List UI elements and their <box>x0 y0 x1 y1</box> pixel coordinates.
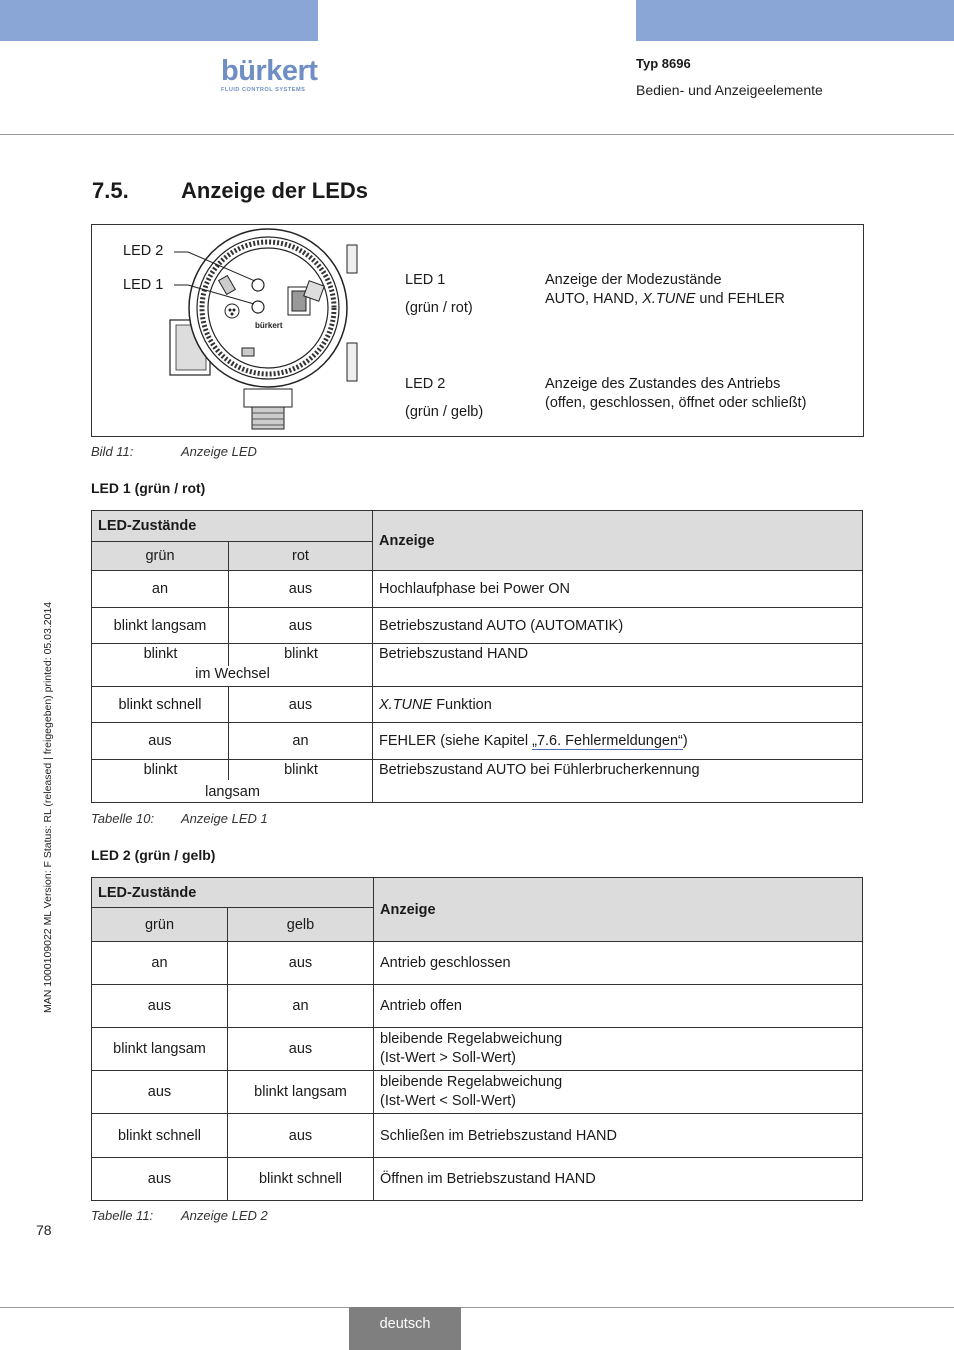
led1-header-anzeige: Anzeige <box>373 511 863 571</box>
table-row <box>92 1071 863 1114</box>
led2-col-gelb: gelb <box>228 908 374 942</box>
cell-anzeige: Hochlaufphase bei Power ON <box>373 571 863 608</box>
cell-gelb: aus <box>228 1028 374 1071</box>
section-number: 7.5. <box>92 178 129 203</box>
document-margin-info: MAN 1000109022 ML Version: F Status: RL (released | freigegeben) printed: 05.03.2014 <box>42 601 54 1013</box>
cell-anzeige <box>374 1028 863 1071</box>
xtune-text: X.TUNE <box>379 696 433 713</box>
led2-colors: (grün / gelb) <box>405 404 484 420</box>
cell-anzeige: Antrieb geschlossen <box>374 942 863 985</box>
table-row <box>92 985 863 1028</box>
led2-header-states: LED-Zustände <box>92 878 374 908</box>
anzeige-line1: bleibende Regelabweichung <box>380 1031 563 1047</box>
led1-caption-label: Tabelle 10: <box>91 811 155 826</box>
funktion-text: Funktion <box>432 696 492 713</box>
cell-rot: aus <box>229 687 373 723</box>
table-row <box>92 644 863 687</box>
led1-desc-suffix: und FEHLER <box>695 291 785 307</box>
cell-gelb: aus <box>228 942 374 985</box>
cell-gruen: blinkt langsam <box>92 1028 228 1071</box>
table-row <box>92 760 863 803</box>
footer-divider <box>0 1307 954 1308</box>
header-divider <box>0 134 954 135</box>
led1-heading: LED 1 (grün / rot) <box>91 480 206 496</box>
table-row <box>92 687 863 723</box>
cell-rot: aus <box>229 608 373 644</box>
company-logo <box>221 56 321 96</box>
cell-gruen: blinkt <box>143 646 178 662</box>
led2-col-gruen: grün <box>92 908 228 942</box>
chapter-subtitle: Bedien- und Anzeigeelemente <box>636 82 823 98</box>
table-row <box>92 1028 863 1071</box>
led1-desc-xtune: X.TUNE <box>642 291 696 307</box>
cell-gruen: blinkt schnell <box>92 687 229 723</box>
cell-gelb: aus <box>228 1114 374 1158</box>
anzeige-line2: (Ist-Wert < Soll-Wert) <box>380 1093 517 1109</box>
cell-rot: blinkt <box>284 646 318 662</box>
anzeige-line2: (Ist-Wert > Soll-Wert) <box>380 1050 517 1066</box>
led2-caption-text: Anzeige LED 2 <box>181 1208 268 1223</box>
led2-name: LED 2 <box>405 376 446 392</box>
cell-gruen: blinkt <box>143 762 178 778</box>
device-logo-label: bürkert <box>255 321 283 330</box>
callout-led2: LED 2 <box>123 243 164 259</box>
cell-gelb: blinkt langsam <box>228 1071 374 1114</box>
led1-table <box>91 510 863 803</box>
cell-rot: an <box>229 723 373 760</box>
document-type: Typ 8696 <box>636 56 691 71</box>
cell-gruen: blinkt langsam <box>92 608 229 644</box>
section-title: Anzeige der LEDs <box>181 178 369 203</box>
figure-caption-label: Bild 11: <box>91 444 134 459</box>
led1-col-gruen: grün <box>92 542 229 571</box>
led2-header-anzeige: Anzeige <box>374 878 863 942</box>
cell-gruen: an <box>92 571 229 608</box>
header-bar-left <box>0 0 318 41</box>
cell-anzeige: Schließen im Betriebszustand HAND <box>374 1114 863 1158</box>
table-row <box>92 942 863 985</box>
logo-tagline: FLUID CONTROL SYSTEMS <box>221 87 306 93</box>
fehler-text: FEHLER (siehe Kapitel <box>379 733 533 749</box>
led2-heading: LED 2 (grün / gelb) <box>91 847 216 863</box>
cell-rot: aus <box>229 571 373 608</box>
fehler-text-end: ) <box>682 733 688 749</box>
cell-anzeige: Betriebszustand HAND <box>373 644 863 687</box>
cell-shared-text: im Wechsel <box>195 666 270 682</box>
table-row <box>92 1114 863 1158</box>
footer-language-tab: deutsch <box>349 1307 461 1350</box>
cell-gruen: blinkt schnell <box>92 1114 228 1158</box>
led1-col-rot: rot <box>229 542 373 571</box>
anzeige-line1: bleibende Regelabweichung <box>380 1074 563 1090</box>
table-row <box>92 723 863 760</box>
cell-anzeige: Betriebszustand AUTO bei Fühlerbrucherkennung <box>373 760 863 803</box>
page-number: 78 <box>36 1222 52 1238</box>
link-fehlermeldungen[interactable]: „7.6. Fehlermeldungen“ <box>532 733 683 749</box>
cell-shared <box>92 760 373 803</box>
cell-gruen: aus <box>92 1158 228 1201</box>
led2-desc-line2: (offen, geschlossen, öffnet oder schließt) <box>545 395 807 411</box>
led1-caption-text: Anzeige LED 1 <box>181 811 268 826</box>
cell-gruen: aus <box>92 985 228 1028</box>
cell-gelb: blinkt schnell <box>228 1158 374 1201</box>
table-row <box>92 571 863 608</box>
cell-rot: blinkt <box>284 762 318 778</box>
led1-colors: (grün / rot) <box>405 300 473 316</box>
cell-anzeige <box>373 687 863 723</box>
led1-desc-line2 <box>545 291 785 307</box>
header-bar-right <box>636 0 954 41</box>
cell-anzeige <box>374 1071 863 1114</box>
cell-anzeige: Antrieb offen <box>374 985 863 1028</box>
table-row <box>92 1158 863 1201</box>
figure-caption-text: Anzeige LED <box>181 444 257 459</box>
cell-gelb: an <box>228 985 374 1028</box>
cell-gruen: an <box>92 942 228 985</box>
logo-wordmark: bürkert <box>221 55 318 87</box>
led1-header-states: LED-Zustände <box>92 511 373 542</box>
cell-anzeige: Betriebszustand AUTO (AUTOMATIK) <box>373 608 863 644</box>
led2-caption-label: Tabelle 11: <box>91 1208 154 1223</box>
led2-table <box>91 877 863 1201</box>
led1-desc-prefix: AUTO, HAND, <box>545 291 643 307</box>
cell-gruen: aus <box>92 723 229 760</box>
cell-anzeige <box>373 723 863 760</box>
led2-desc-line1: Anzeige des Zustandes des Antriebs <box>545 376 781 392</box>
cell-gruen: aus <box>92 1071 228 1114</box>
figure-led-display <box>91 224 864 437</box>
cell-anzeige: Öffnen im Betriebszustand HAND <box>374 1158 863 1201</box>
cell-shared-text: langsam <box>205 784 260 800</box>
cell-shared <box>92 644 373 687</box>
table-row <box>92 608 863 644</box>
callout-led1: LED 1 <box>123 277 164 293</box>
led1-desc-line1: Anzeige der Modezustände <box>545 272 722 288</box>
led1-name: LED 1 <box>405 272 446 288</box>
